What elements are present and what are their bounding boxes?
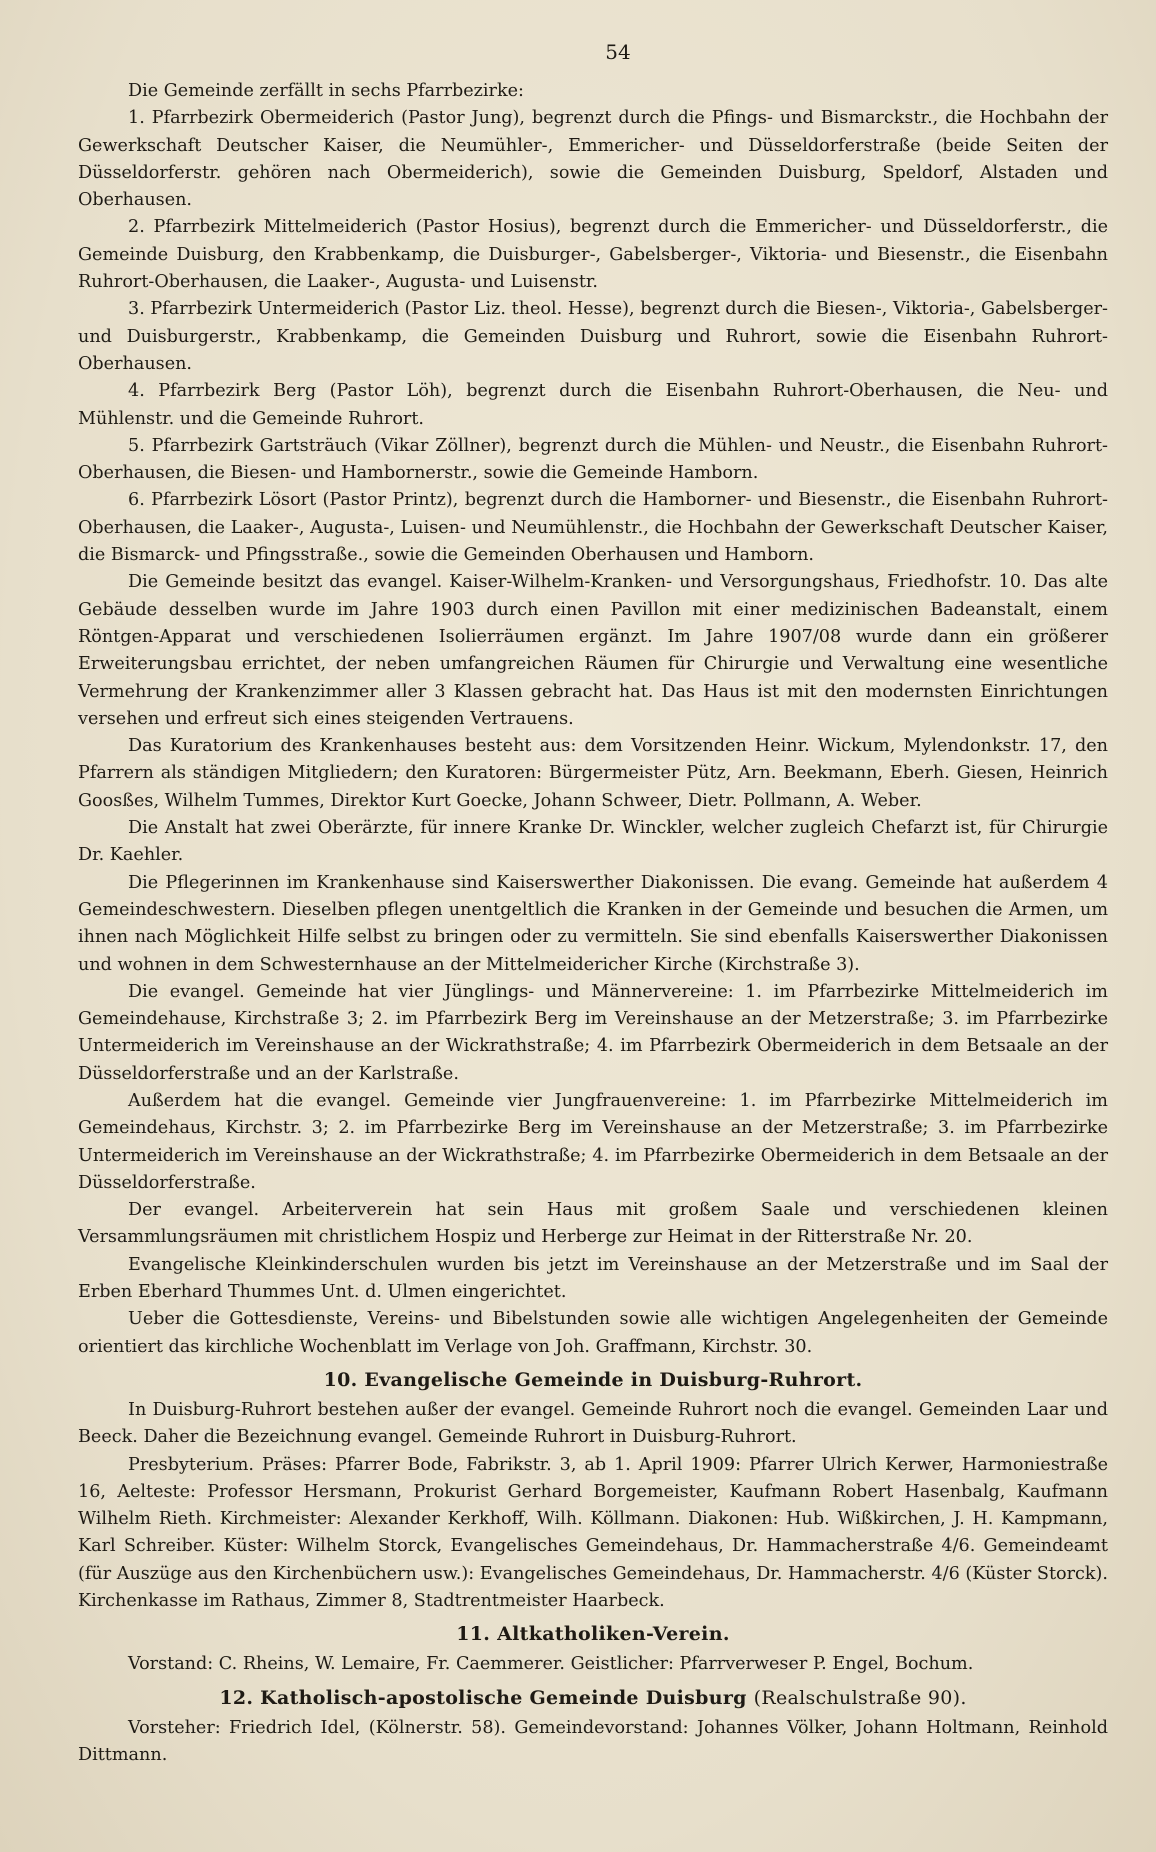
paragraph-pfarrbezirk-2: 2. Pfarrbezirk Mittelmeiderich (Pastor Hosius), begrenzt durch die Emmericher- und Düsseldorferstr., die Gemeinde Duisburg, den Krabbenkamp, die Duisburger-, Gabelsberger-, Viktoria- und Biesenstr., die Eisenbahn Ruhrort-Oberhausen, die Laaker-, Augusta- und Luisenstr. — [78, 217, 1108, 293]
section-heading-11: 11. Altkatholiken-Verein. — [456, 1623, 730, 1646]
paragraph-arbeiterverein: Der evangel. Arbeiterverein hat sein Haus mit großem Saale und verschiedenen kleinen Versammlungsräumen mit christlichem Hospiz und Herberge zur Heimat in der Ritterstraße Nr. 20. — [78, 1200, 1108, 1248]
paragraph-presbyterium: Presbyterium. Präses: Pfarrer Bode, Fabrikstr. 3, ab 1. April 1909: Pfarrer Ulrich Kerwer, Harmoniestraße 16, Aelteste: Professor Hersmann, Prokurist Gerhard Borgemeister, Kaufmann Robert Hasenbalg, Kaufmann Wilhelm Rieth. Kirchmeister: Alexander Kerkhoff, Wilh. Köllmann. Diakonen: Hub. Wißkirchen, J. H. Kampmann, Karl Schreiber. Küster: Wilhelm Storck, Evangelisches Gemeindehaus, Dr. Hammacherstraße 4/6. Gemeindeamt (für Auszüge aus den Kirchenbüchern usw.): Evangelisches Gemeindehaus, Dr. Hammacherstr. 4/6 (Küster Storck). Kirchenkasse im Rathaus, Zimmer 8, Stadtrentmeister Haarbeck. — [78, 1454, 1108, 1612]
paragraph-altkatholiken-vorstand: Vorstand: C. Rheins, W. Lemaire, Fr. Caemmerer. Geistlicher: Pfarrverweser P. Engel, Bochum. — [128, 1654, 974, 1675]
section-heading-12 — [78, 1683, 1108, 1713]
paragraph-wochenblatt: Ueber die Gottesdienste, Vereins- und Bibelstunden sowie alle wichtigen Angelegenheiten der Gemeinde orientiert das kirchliche Wochenblatt im Verlage von Joh. Graffmann, Kirchstr. 30. — [78, 1309, 1108, 1357]
paragraph-kleinkinderschulen: Evangelische Kleinkinderschulen wurden bis jetzt im Vereinshause an der Metzerstraße und im Saal der Erben Eberhard Thummes Unt. d. Ulmen eingerichtet. — [78, 1254, 1108, 1303]
paragraph-pfarrbezirk-1: 1. Pfarrbezirk Obermeiderich (Pastor Jung), begrenzt durch die Pfings- und Bismarckstr., die Hochbahn der Gewerkschaft Deutscher Kaiser, die Neumühler-, Emmericher- und Düsseldorferstraße (beide Seiten der Düsseldorferstr. gehören nach Obermeiderich), sowie die Gemeinden Duisburg, Speldorf, Alstaden und Oberhausen. — [78, 108, 1108, 211]
paragraph-krankenhaus: Die Gemeinde besitzt das evangel. Kaiser-Wilhelm-Kranken- und Versorgungshaus, Friedhofstr. 10. Das alte Gebäude desselben wurde im Jahre 1903 durch einen Pavillon mit einer medizinischen Badeanstalt, einem Röntgen-Apparat und verschiedenen Isolierräumen ergänzt. Im Jahre 1907/08 wurde dann ein größerer Erweiterungsbau errichtet, der neben umfangreichen Räumen für Chirurgie und Verwaltung eine wesentliche Vermehrung der Krankenzimmer aller 3 Klassen gebracht hat. Das Haus ist mit den modernsten Einrichtungen versehen und erfreut sich eines steigenden Vertrauens. — [78, 572, 1108, 729]
paragraph-pfarrbezirk-3: 3. Pfarrbezirk Untermeiderich (Pastor Liz. theol. Hesse), begrenzt durch die Biesen-, Viktoria-, Gabelsberger- und Duisburgerstr., Krabbenkamp, die Gemeinden Duisburg und Ruhrort, sowie die Eisenbahn Ruhrort-Oberhausen. — [78, 299, 1108, 374]
paragraph-kuratorium: Das Kuratorium des Krankenhauses besteht aus: dem Vorsitzenden Heinr. Wickum, Mylendonkstr. 17, den Pfarrern als ständigen Mitgliedern; den Kuratoren: Bürgermeister Pütz, Arn. Beekmann, Eberh. Giesen, Heinrich Goosßes, Wilhelm Tummes, Direktor Kurt Goecke, Johann Schweer, Dietr. Pollmann, A. Weber. — [78, 736, 1108, 811]
paragraph-maennervereine: Die evangel. Gemeinde hat vier Jünglings- und Männervereine: 1. im Pfarrbezirke Mittelmeiderich im Gemeindehause, Kirchstraße 3; 2. im Pfarrbezirk Berg im Vereinshause an der Metzerstraße; 3. im Pfarrbezirke Untermeiderich im Vereinshause an der Wickrathstraße; 4. im Pfarrbezirk Obermeiderich in dem Betsaale an der Düsseldorferstraße und an der Karlstraße. — [78, 981, 1108, 1084]
paragraph-katholisch-apostolisch-vorsteher: Vorsteher: Friedrich Idel, (Kölnerstr. 58). Gemeindevorstand: Johannes Völker, Johann Holtmann, Reinhold Dittmann. — [78, 1717, 1108, 1765]
section-heading-10: 10. Evangelische Gemeinde in Duisburg-Ruhrort. — [323, 1368, 863, 1391]
paragraph-pflegerinnen: Die Pflegerinnen im Krankenhause sind Kaiserswerther Diakonissen. Die evang. Gemeinde hat außerdem 4 Gemeindeschwestern. Dieselben pflegen unentgeltlich die Kranken in der Gemeinde und besuchen die Armen, um ihnen nach Möglichkeit Hilfe selbst zu bringen oder zu vermitteln. Sie sind ebenfalls Kaiserswerther Diakonissen und wohnen in dem Schwesternhause an der Mittelmeidericher Kirche (Kirchstraße 3). — [78, 872, 1108, 975]
paragraph-pfarrbezirk-5: 5. Pfarrbezirk Gartsträuch (Vikar Zöllner), begrenzt durch die Mühlen- und Neustr., die Eisenbahn Ruhrort-Oberhausen, die Biesen- und Hambornerstr., sowie die Gemeinde Hamborn. — [78, 435, 1108, 484]
page-number: 54 — [605, 40, 631, 64]
paragraph-ruhrort-intro: In Duisburg-Ruhrort bestehen außer der evangel. Gemeinde Ruhrort noch die evangel. Gemeinden Laar und Beeck. Daher die Bezeichnung evangel. Gemeinde Ruhrort in Duisburg-Ruhrort. — [78, 1399, 1108, 1448]
paragraph-pfarrbezirk-6: 6. Pfarrbezirk Lösort (Pastor Printz), begrenzt durch die Hamborner- und Biesenstr., die Eisenbahn Ruhrort-Oberhausen, die Laaker-, Augusta-, Luisen- und Neumühlenstr., die Hochbahn der Gewerkschaft Deutscher Kaiser, die Bismarck- und Pfingsstraße., sowie die Gemeinden Oberhausen und Hamborn. — [78, 490, 1108, 566]
paragraph-jungfrauenvereine: Außerdem hat die evangel. Gemeinde vier Jungfrauenvereine: 1. im Pfarrbezirke Mittelmeiderich im Gemeindehaus, Kirchstr. 3; 2. im Pfarrbezirke Berg im Vereinshause an der Metzerstraße; 3. im Pfarrbezirke Untermeiderich im Vereinshause an der Wickrathstraße; 4. im Pfarrbezirke Obermeiderich in dem Betsaale an der Düsseldorferstraße. — [78, 1090, 1108, 1193]
paragraph-pfarrbezirk-4: 4. Pfarrbezirk Berg (Pastor Löh), begrenzt durch die Eisenbahn Ruhrort-Oberhausen, die Neu- und Mühlenstr. und die Gemeinde Ruhrort. — [78, 381, 1108, 429]
section-heading-12-note: (Realschulstraße 90). — [753, 1686, 967, 1709]
paragraph-intro: Die Gemeinde zerfällt in sechs Pfarrbezirke: — [128, 81, 524, 101]
paragraph-oberaerzte: Die Anstalt hat zwei Oberärzte, für innere Kranke Dr. Winckler, welcher zugleich Chefarzt ist, für Chirurgie Dr. Kaehler. — [78, 818, 1108, 866]
section-heading-12-title: 12. Katholisch-apostolische Gemeinde Duisburg — [219, 1686, 747, 1709]
